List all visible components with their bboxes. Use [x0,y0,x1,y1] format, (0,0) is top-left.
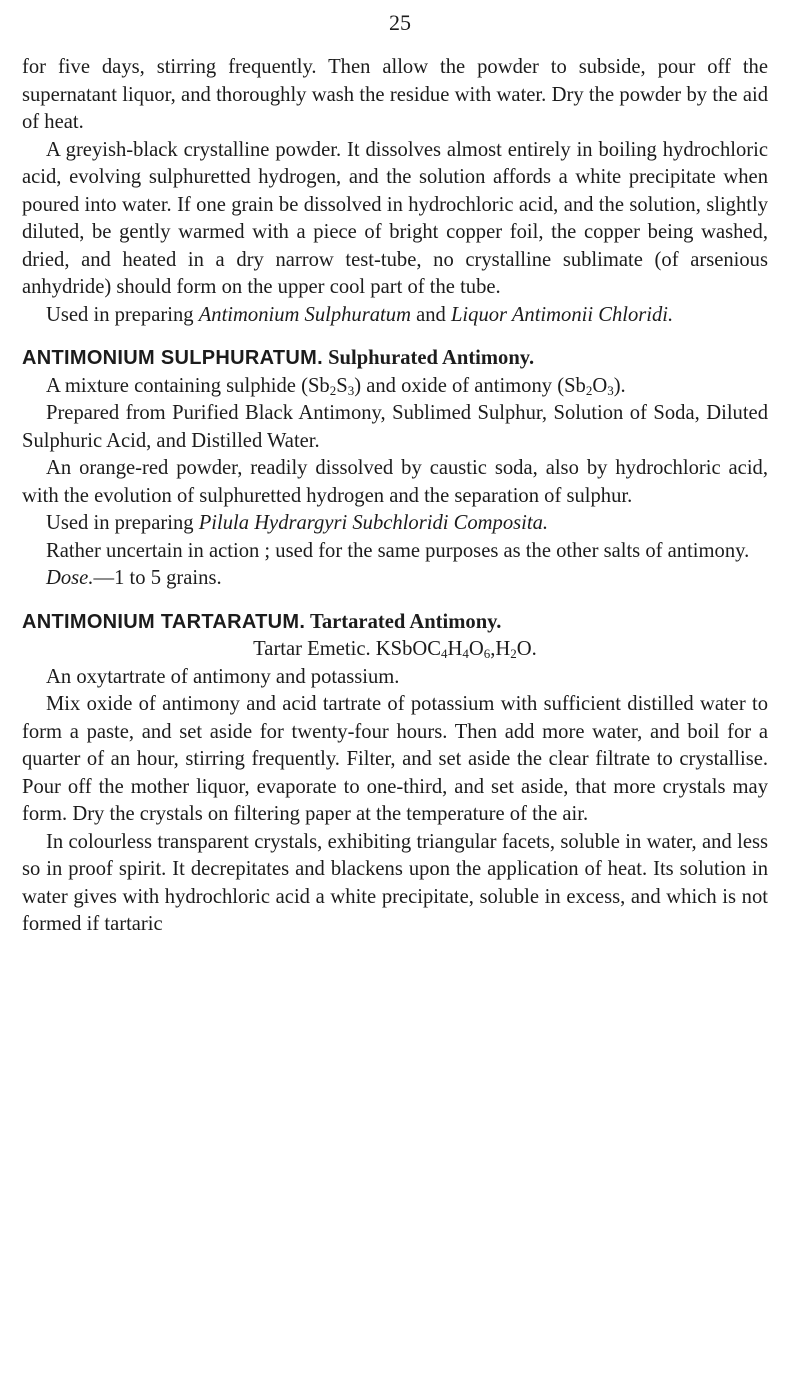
text-run: A mixture containing sulphide (Sb [46,374,330,397]
subscript: 4 [441,646,448,661]
subscript: 6 [483,646,491,661]
subscript: 3 [607,382,614,398]
subscript: 3 [347,382,355,398]
entry-title: ANTIMONIUM TARTARATUM. [22,610,306,633]
text-run: S [336,374,348,397]
page-body [22,54,768,939]
paragraph-uses [22,302,768,330]
paragraph-preparation: Mix oxide of antimony and acid tartrate of potassium with sufficient distilled water to form a paste, and set aside for twenty-four hours. Then add more water, and boil for a quarter of an hour, stirring frequently. Filter, and set aside the clear filtrate to crystallise. Pour off the mother liquor, evaporate to one-third, and set aside, that more crystals may form. Dry the crystals on filtering paper at the temperature of the air. [22,693,768,825]
paragraph-preparation: Prepared from Purified Black Antimony, Sublimed Sulphur, Solution of Soda, Diluted Sulphuric Acid, and Distilled Water. [22,402,768,452]
text-run: and [410,303,451,326]
entry-subtitle: Sulphurated Antimony. [322,347,535,369]
text-run: O [468,638,484,660]
paragraph-composition [22,373,768,401]
text-run: Tartar Emetic. KSbOC [253,638,442,660]
paragraph-description: In colourless transparent crystals, exhibiting triangular facets, soluble in water, and less so in proof spirit. It decrepitates and blackens upon the application of heat. Its solution in water gives with hydrochloric acid a white precipitate, soluble in excess, and which is not formed if tartaric [22,830,768,935]
page-number: 25 [389,10,411,35]
italic-reference: Pilula Hydrargyri Subchloridi Composita. [198,512,549,534]
text-run: ,H [490,638,511,660]
entry-title: ANTIMONIUM SULPHURATUM. [22,347,323,369]
subscript: 2 [329,382,337,398]
text-run: O [592,374,608,397]
paragraph-description: A greyish-black crystalline powder. It dissolves almost entirely in boiling hydrochloric acid, evolving sulphuretted hydrogen, and the solution affords a white precipitate when poured into water. If one grain be dissolved in hydrochloric acid, and the solution, slightly diluted, be gently warmed with a piece of bright copper foil, the copper being washed, dried, and heated in a dry narrow test-tube, no crystalline sublimate (of arsenious anhydride) should form on the upper cool part of the tube. [22,138,768,298]
paragraph-uses [22,510,768,538]
subscript: 2 [585,382,593,398]
entry-subtitle: Tartarated Antimony. [305,610,502,633]
text-run: Used in preparing [46,512,199,534]
entry-heading-sulphuratum [22,345,768,373]
paragraph-properties: An orange-red powder, readily dissolved by caustic soda, also by hydrochloric acid, with the evolution of sulphuretted hydrogen and the separation of sulphur. [22,457,768,507]
text-run: ) and oxide of antimony (Sb [354,374,586,397]
dose-value: —1 to 5 grains. [93,567,222,589]
text-run: ). [613,374,626,397]
paragraph-dose [22,565,768,593]
entry-formula-line [22,636,768,664]
text-run: Used in preparing [46,303,199,326]
italic-reference: Antimonium Sulphuratum [198,303,411,326]
text-run: H [447,638,463,660]
entry-heading-tartaratum [22,609,768,637]
italic-reference: Liquor Antimonii Chloridi. [450,303,674,326]
subscript: 4 [462,646,469,661]
paragraph-definition: An oxytartrate of antimony and potassium. [46,665,400,688]
paragraph-continuation: for five days, stirring frequently. Then allow the powder to subside, pour off the supernatant liquor, and thoroughly wash the residue with water. Dry the powder by the aid of heat. [22,56,768,133]
text-run: O. [516,638,537,660]
subscript: 2 [510,646,517,661]
dose-label: Dose. [46,567,94,589]
paragraph-action: Rather uncertain in action ; used for the same purposes as the other salts of antimony. [46,539,750,562]
